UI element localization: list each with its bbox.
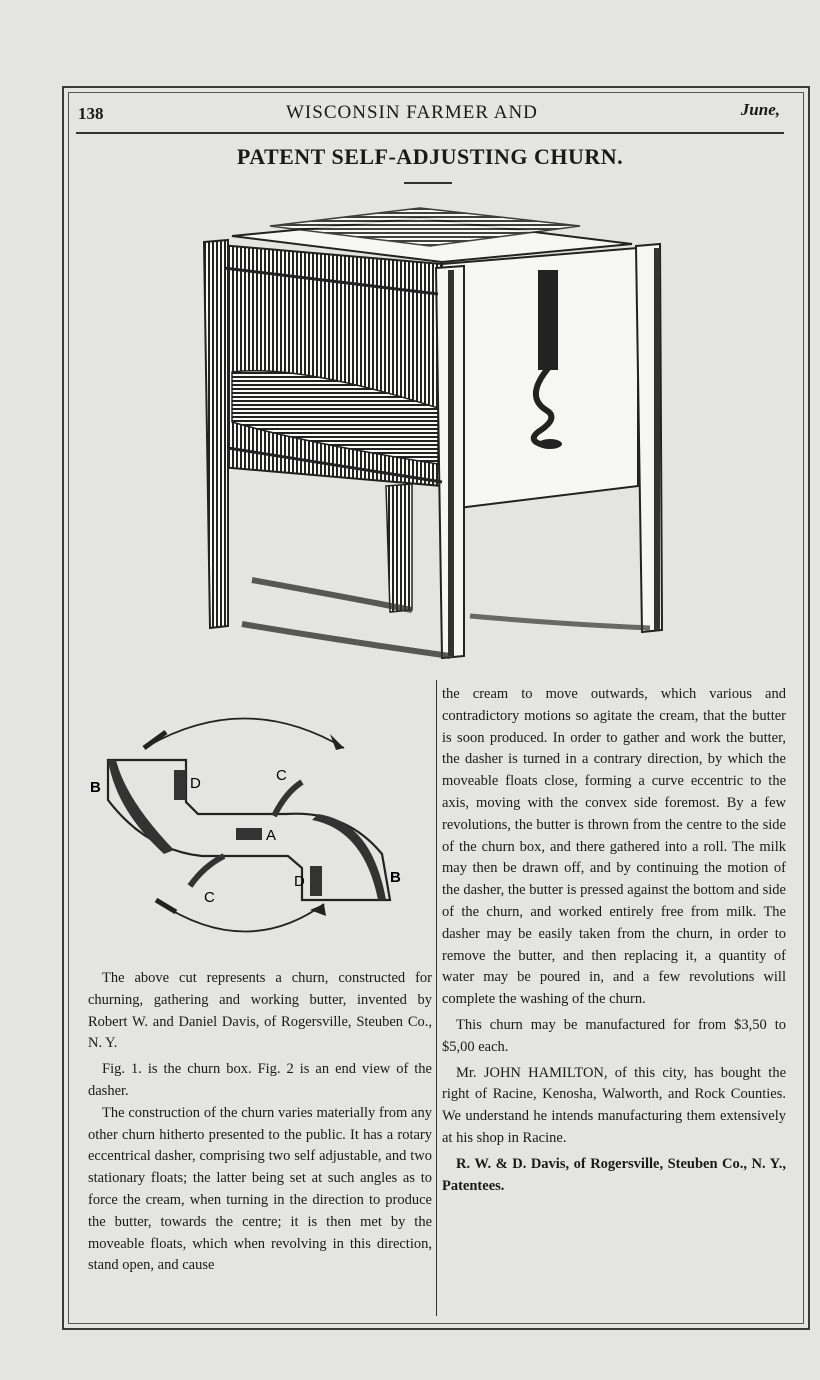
- title-rule: [404, 182, 452, 184]
- left-column: [88, 968, 432, 1277]
- label-b-left: B: [90, 779, 101, 796]
- running-header: [76, 98, 784, 134]
- article-title: PATENT SELF-ADJUSTING CHURN.: [236, 144, 624, 169]
- column-divider: [436, 680, 437, 1316]
- paragraph-hamilton: Mr. JOHN HAMILTON, of this city, has bought the right of Racine, Kenosha, Walworth, and Rock Counties. We understand he intends manufacturing them extensively at his shop in Racine.: [442, 1064, 786, 1146]
- paragraph-patentees: R. W. & D. Davis, of Rogersville, Steuben Co., N. Y., Patentees.: [442, 1155, 786, 1194]
- label-c-top: C: [276, 767, 287, 784]
- running-title: WISCONSIN FARMER AND: [286, 102, 538, 123]
- churn-box-illustration: [180, 196, 680, 666]
- label-c-bottom: C: [204, 889, 215, 906]
- paragraph-intro: The above cut represents a churn, constructed for churning, gathering and working butter, invented by Robert W. and Daniel Davis, of Rogersville, Steuben Co., N. Y.: [88, 970, 432, 1052]
- label-d-bottom: D: [294, 873, 305, 890]
- paragraph-price: This churn may be manufactured for from $3,50 to $5,00 each.: [442, 1016, 786, 1055]
- label-d-top: D: [190, 775, 201, 792]
- paragraph-construction: The construction of the churn varies materially from any other churn hitherto presented to the public. It has a rotary eccentrical dasher, comprising two self adjustable, and two stationary floats; the latter being set at such angles as to force the cream, when turning in the direction to produce the butter, towards the centre; it is then met by the moveable floats, which when revolving in this direction, stand open, and cause: [88, 1104, 432, 1274]
- paragraph-construction-continued: the cream to move outwards, which various and contradictory motions so agitate the cream, that the butter is soon produced. In order to gather and work the butter, the dasher is turned in a contrary direction, by which the moveable floats close, forming a curve eccentric to the axis, moving with the convex side foremost. By a few revolutions, the butter is thrown from the centre to the side of the churn box, and there gathered into a roll. The milk may then be drawn off, and by continuing the motion of the dasher, the butter is pressed against the bottom and side of the churn, and worked entirely free from milk. The dasher may be easily taken from the churn, in order to remove the butter, and then replacing it, a quantity of water may be poured in, and a few revolutions will complete the washing of the churn.: [442, 686, 786, 1008]
- running-month: June,: [740, 100, 780, 119]
- dasher-diagram: [86, 690, 416, 960]
- paragraph-figures: Fig. 1. is the churn box. Fig. 2 is an end view of the dasher.: [88, 1061, 432, 1099]
- page-number: 138: [78, 104, 104, 123]
- label-b-right: B: [390, 869, 401, 886]
- right-column: [442, 684, 786, 1197]
- label-a: A: [266, 827, 277, 844]
